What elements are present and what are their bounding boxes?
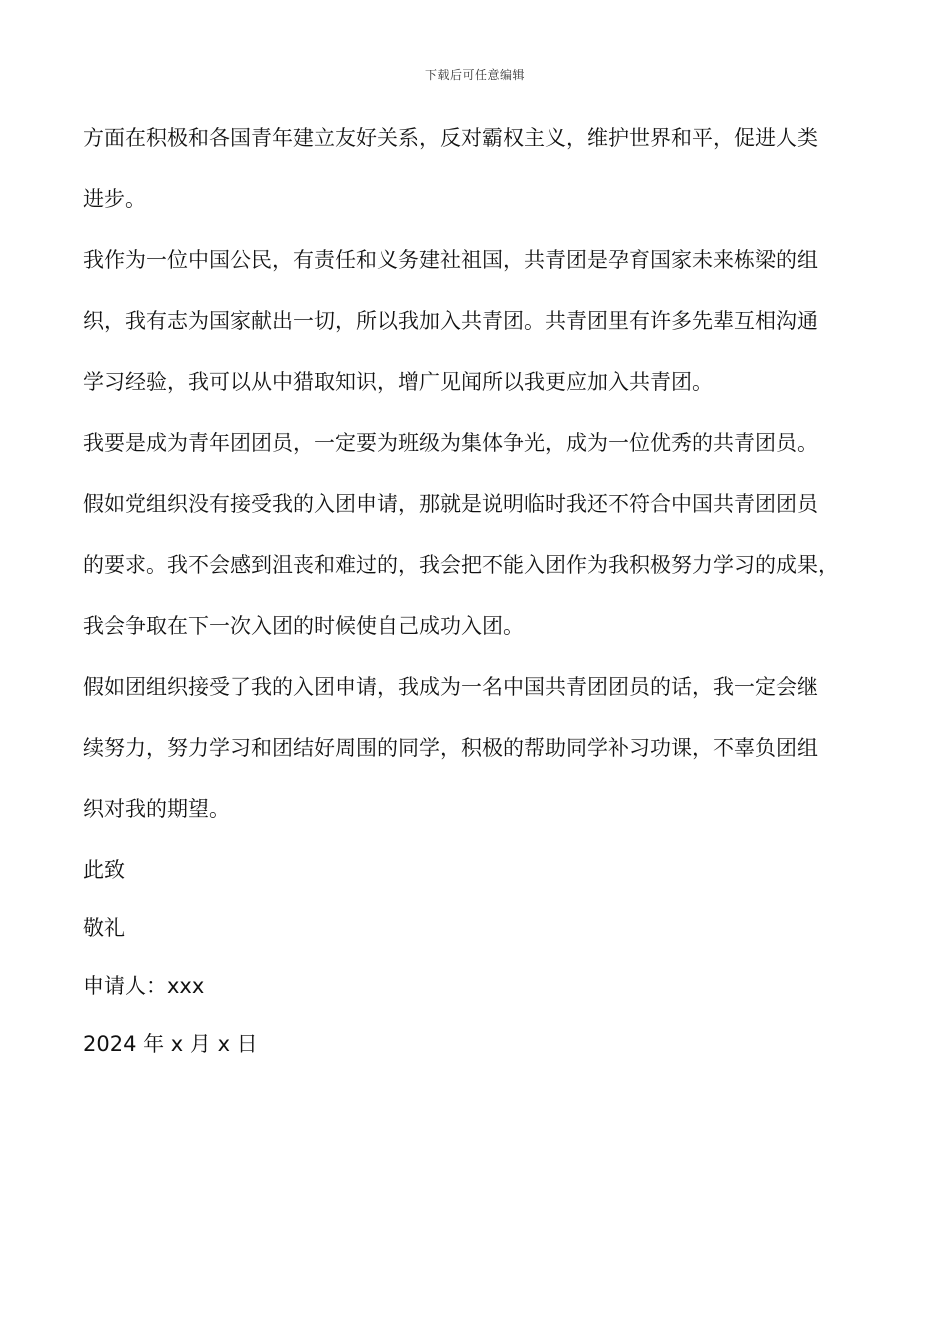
paragraph-line: 织，我有志为国家献出一切，所以我加入共青团。共青团里有许多先辈互相沟通 <box>83 309 818 333</box>
paragraph-line: 假如团组织接受了我的入团申请，我成为一名中国共青团团员的话，我一定会继 <box>83 675 818 699</box>
paragraph-line: 假如党组织没有接受我的入团申请，那就是说明临时我还不符合中国共青团团员 <box>83 492 818 516</box>
paragraph-4 <box>83 486 883 669</box>
page-header-note: 下载后可任意编辑 <box>424 68 525 82</box>
paragraph-line: 续努力，努力学习和团结好周围的同学，积极的帮助同学补习功课，不辜负团组 <box>83 736 818 760</box>
paragraph-3 <box>83 425 883 486</box>
paragraph-line: 我要是成为青年团团员，一定要为班级为集体争光，成为一位优秀的共青团员。 <box>83 431 818 455</box>
letter-date: 2024 年 x 月 x 日 <box>83 1032 258 1056</box>
paragraph-line: 方面在积极和各国青年建立友好关系，反对霸权主义，维护世界和平，促进人类 <box>83 126 818 150</box>
paragraph-1 <box>83 120 883 242</box>
paragraph-line: 进步。 <box>83 187 146 211</box>
paragraph-line: 织对我的期望。 <box>83 797 230 821</box>
paragraph-2 <box>83 242 883 425</box>
applicant-signature: 申请人：xxx <box>83 974 205 998</box>
paragraph-line: 我作为一位中国公民，有责任和义务建社祖国，共青团是孕育国家未来栋梁的组 <box>83 248 818 272</box>
salutation-ci-zhi: 此致 <box>83 858 125 882</box>
paragraph-line: 的要求。我不会感到沮丧和难过的，我会把不能入团作为我积极努力学习的成果， <box>83 553 839 577</box>
salutation-jing-li: 敬礼 <box>83 916 125 940</box>
paragraph-5 <box>83 669 883 852</box>
letter-body <box>83 120 883 1084</box>
paragraph-line: 学习经验，我可以从中猎取知识，增广见闻所以我更应加入共青团。 <box>83 370 713 394</box>
paragraph-line: 我会争取在下一次入团的时候使自己成功入团。 <box>83 614 524 638</box>
letter-closing <box>83 852 883 1084</box>
